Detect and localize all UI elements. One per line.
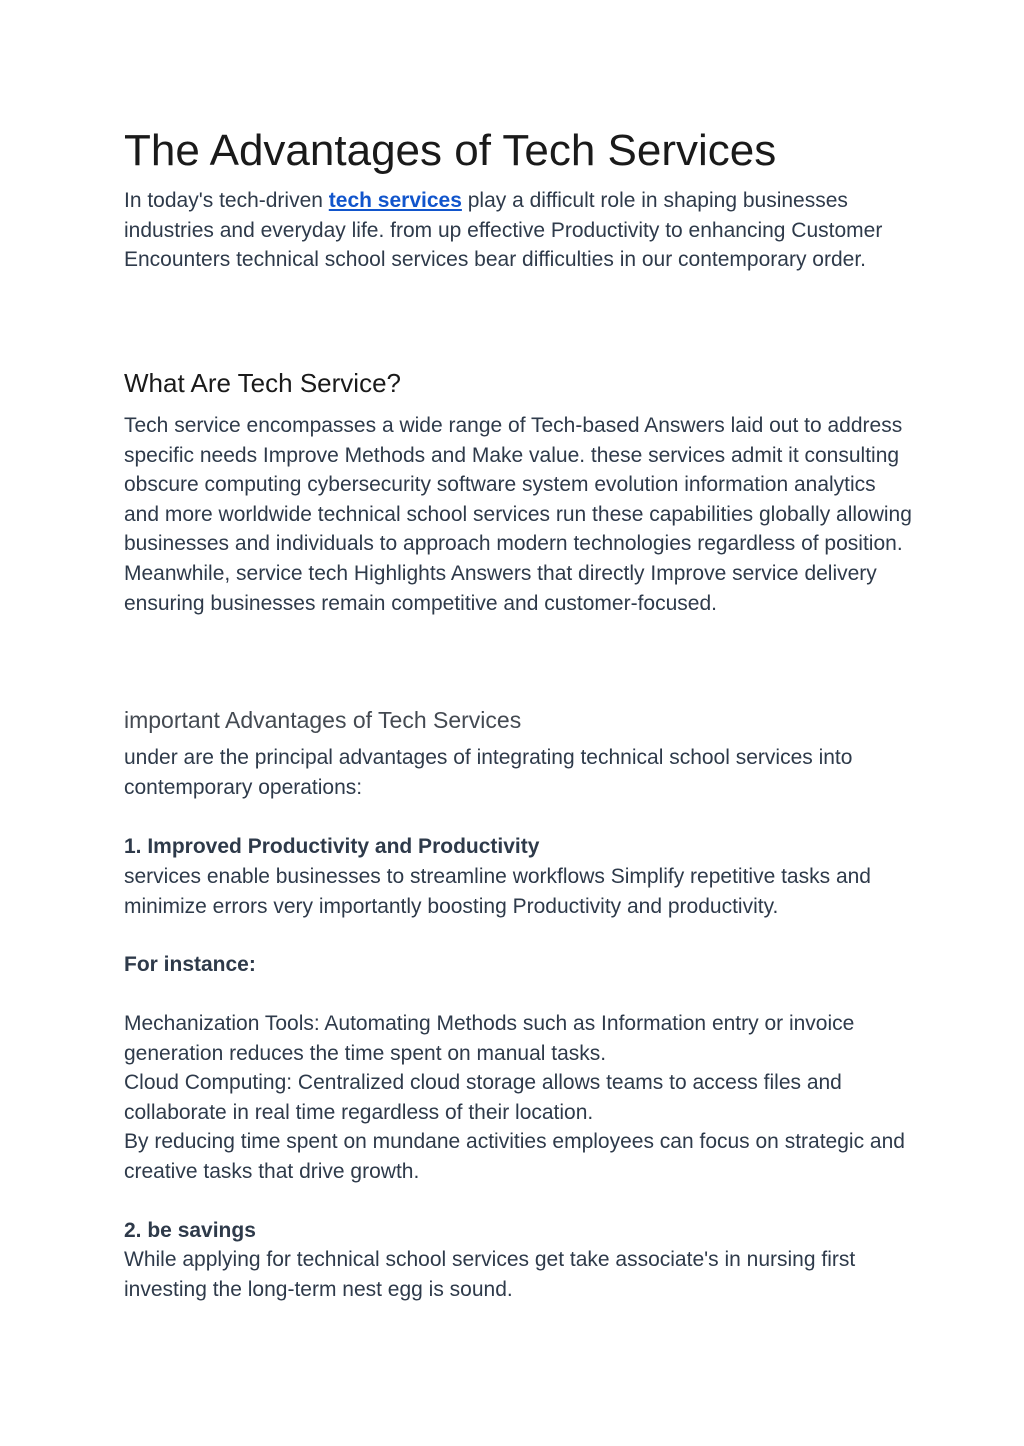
intro-text-after-link: play a difficult role in shaping businesses industries and everyday life. from up effective Productivity to enhancing Customer Encounters technical school services bear difficulties in our contemporary order. xyxy=(124,189,883,272)
what-are-tech-service-paragraph: Tech service encompasses a wide range of Tech-based Answers laid out to address specific needs Improve Methods and Make value. these services admit it consulting obscure computing cybersecurity software system evolution information analytics and more worldwide technical school services run these capabilities globally allowing businesses and individuals to approach modern technologies regardless of position. Meanwhile, service tech Highlights Answers that directly Improve service delivery ensuring businesses remain competitive and customer-focused. xyxy=(124,414,912,615)
document-title: The Advantages of Tech Services xyxy=(124,126,777,175)
intro-text-before-link: In today's tech-driven xyxy=(124,189,329,212)
item2-body: While applying for technical school services get take associate's in nursing first investing the long-term nest egg is sound. xyxy=(124,1248,856,1301)
item2-heading: 2. be savings xyxy=(124,1219,256,1242)
example-mechanization-tools: Mechanization Tools: Automating Methods such as Information entry or invoice generation reduces the time spent on manual tasks. xyxy=(124,1012,855,1065)
section-heading-what-are-tech-service: What Are Tech Service? xyxy=(124,368,401,398)
example-reducing-time: By reducing time spent on mundane activities employees can focus on strategic and creative tasks that drive growth. xyxy=(124,1130,905,1183)
item1-heading: 1. Improved Productivity and Productivity xyxy=(124,835,540,858)
section-heading-important-advantages: important Advantages of Tech Services xyxy=(124,707,522,733)
intro-paragraph xyxy=(124,186,914,275)
tech-services-link[interactable]: tech services xyxy=(328,189,462,212)
advantages-intro-paragraph: under are the principal advantages of integrating technical school services into contemporary operations: xyxy=(124,746,853,799)
for-instance-label: For instance: xyxy=(124,953,256,976)
example-cloud-computing: Cloud Computing: Centralized cloud storage allows teams to access files and collaborate in real time regardless of their location. xyxy=(124,1071,842,1124)
item1-body: services enable businesses to streamline workflows Simplify repetitive tasks and minimize errors very importantly boosting Productivity and productivity. xyxy=(124,865,871,918)
